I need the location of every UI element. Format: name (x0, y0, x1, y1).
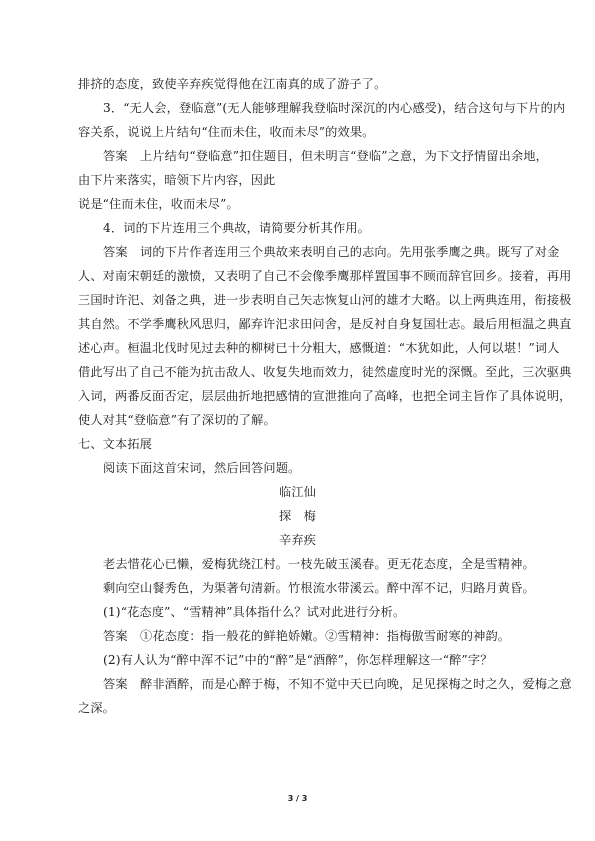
page-number: 3 / 3 (287, 794, 308, 803)
sub-answer-2: 之深。 (78, 701, 116, 715)
answer-3-line: 说是“住而未住，收而未尽”。 (78, 197, 239, 211)
answer-4-line: 三国时许汜、刘备之典，进一步表明自己矢志恢复山河的雄才大略。以上两典连用，衔接极 (78, 293, 572, 307)
sub-answer-2: 答案 醉非酒醉，而是心醉于梅，不知不觉中天已向晚，足见探梅之时之久，爱梅之意 (103, 677, 572, 691)
poem-subtitle: 探 梅 (278, 509, 316, 523)
paragraph-line: 排挤的态度，致使辛弃疾觉得他在江南真的成了游子了。 (78, 77, 387, 91)
answer-4-line: 借此写出了自己不能为抗击敌人、收复失地而效力，徒然虚度时光的深慨。至此，三次驱典 (78, 365, 572, 379)
question-3-line: 3．“无人会，登临意”(无人能够理解我登临时深沉的内心感受)，结合这句与下片的内 (103, 101, 566, 115)
instruction-line: 阅读下面这首宋词，然后回答问题。 (103, 461, 301, 475)
question-4-line: 4．词的下片连用三个典故，请简要分析其作用。 (103, 221, 370, 235)
answer-4-line: 入词，两番反面否定，层层曲折地把感情的宣泄推向了高峰，也把全词主旨作了具体说明， (78, 389, 572, 403)
question-3-line: 容关系，说说上片结句“住而未住，收而未尽”的效果。 (78, 125, 375, 139)
answer-4-line: 人、对南宋朝廷的激愤，又表明了自己不会像季鹰那样置国事不顾而辞官回乡。接着，再用 (78, 269, 572, 283)
answer-3-line: 由下片来落实，暗领下片内容，因此 (78, 173, 276, 187)
sub-question-1: (1)“花态度”、“雪精神”具体指什么？试对此进行分析。 (103, 605, 406, 619)
sub-answer-1: 答案 ①花态度：指一般花的鲜艳娇嫩。②雪精神：指梅傲雪耐寒的神韵。 (103, 629, 511, 643)
poem-line: 剩向空山餐秀色，为渠著句清新。竹根流水带溪云。醉中浑不记，归路月黄昏。 (103, 581, 535, 595)
answer-4-line: 使人对其“登临意”有了深切的了解。 (78, 413, 276, 427)
answer-3-line: 答案 上片结句“登临意”扣住题目，但未明言“登临”之意，为下文抒情留出余地， (103, 149, 548, 163)
sub-question-2: (2)有人认为“醉中浑不记”中的“醉”是“酒醉”，你怎样理解这一“醉”字？ (103, 653, 493, 667)
poem-title: 临江仙 (278, 485, 316, 499)
answer-4-line: 其自然。不学季鹰秋风思归，鄙弃许汜求田问舍，是反衬自身复国壮志。最后用桓温之典直 (78, 317, 572, 331)
poem-line: 老去惜花心已懒，爱梅犹绕江村。一枝先破玉溪春。更无花态度，全是雪精神。 (103, 557, 535, 571)
section-heading: 七、文本拓展 (78, 437, 153, 451)
answer-4-line: 述心声。桓温北伐时见过去种的柳树已十分粗大，感慨道：“木犹如此，人何以堪！”词人 (78, 341, 560, 355)
answer-4-line: 答案 词的下片作者连用三个典故来表明自己的志向。先用张季鹰之典。既写了对金 (103, 245, 560, 259)
poem-author: 辛弃疾 (278, 533, 316, 547)
